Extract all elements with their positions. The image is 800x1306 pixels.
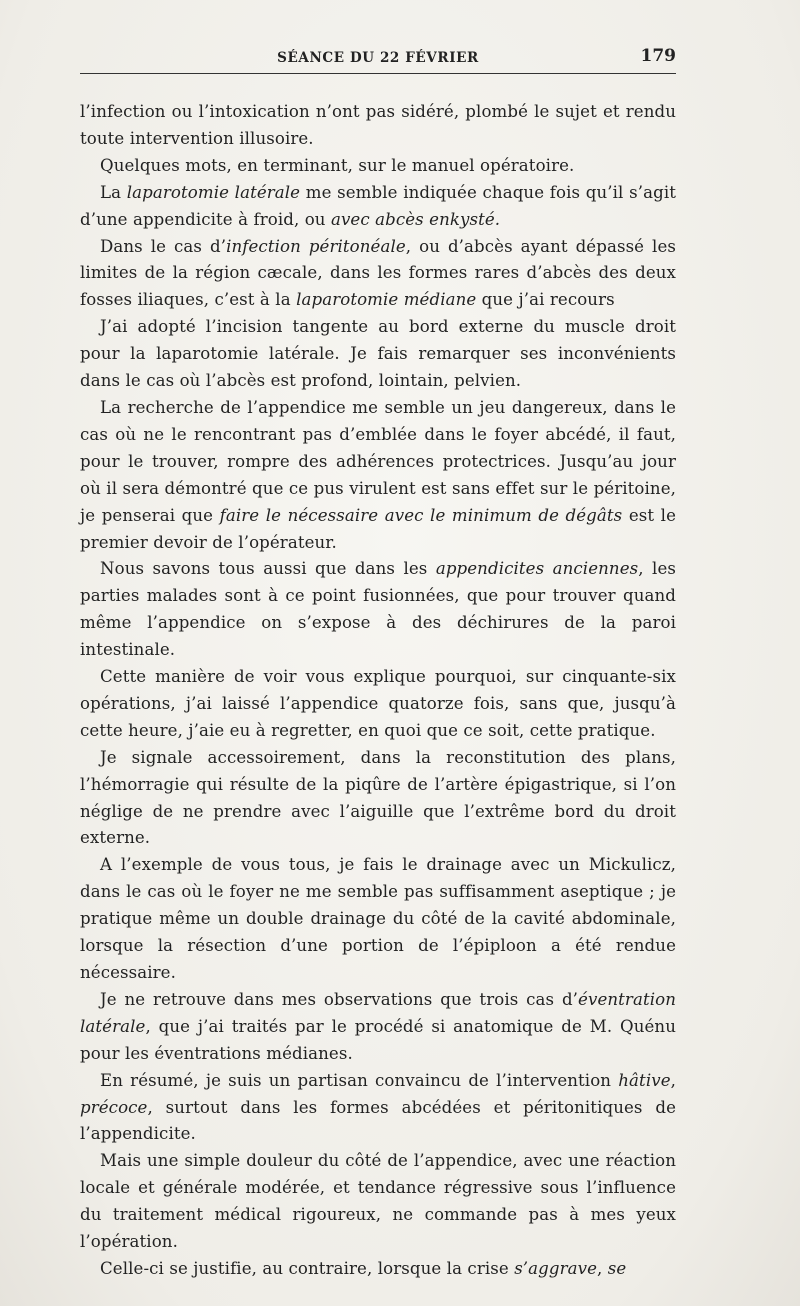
text-run: Quelques mots, en terminant, sur le manuel opératoire.	[100, 155, 575, 175]
paragraph	[80, 314, 676, 395]
paragraph	[80, 556, 676, 664]
text-run: ,	[597, 1258, 608, 1278]
text-run: Nous savons tous aussi que dans les	[100, 559, 436, 579]
italic-text: se	[607, 1258, 627, 1278]
running-header	[80, 46, 676, 72]
italic-text: laparotomie latérale	[126, 182, 301, 202]
page-number: 179	[640, 46, 676, 66]
paragraph	[80, 1256, 676, 1283]
text-run: Mais une simple douleur du côté de l’appendice, avec une réaction locale et générale modérée, et tendance régressive sous l’influence du traitement médical rigoureux, ne commande pas à mes yeux l’opération.	[80, 1151, 676, 1252]
text-run: Celle-ci se justifie, au contraire, lorsque la crise	[100, 1258, 515, 1278]
paragraph	[80, 395, 676, 556]
italic-text: précoce	[80, 1097, 148, 1117]
text-run: me semble indiquée chaque fois qu’il s’agit d’une appendicite à froid, ou	[80, 182, 676, 229]
text-run: Dans le cas d’	[100, 236, 227, 256]
body-text	[80, 99, 676, 1283]
paragraph	[80, 1068, 676, 1149]
text-run: , surtout dans les formes abcédées et péritonitiques de l’appendicite.	[80, 1097, 676, 1144]
text-run: Cette manière de voir vous explique pourquoi, sur cinquante-six opérations, j’ai laissé l’appendice quatorze fois, sans que, jusqu’à cette heure, j’aie eu à regretter, en quoi que ce soit, cette pratique.	[80, 667, 676, 740]
text-run: En résumé, je suis un partisan convaincu de l’intervention	[100, 1070, 619, 1090]
text-run: Je ne retrouve dans mes observations que trois cas d’	[100, 989, 579, 1009]
italic-text: infection péritonéale	[226, 236, 406, 256]
paragraph	[80, 99, 676, 153]
header-rule	[80, 73, 676, 74]
text-run: , les parties malades sont à ce point fusionnées, que pour trouver quand même l’appendice on s’expose à des déchirures de la paroi intestinale.	[80, 559, 676, 660]
text-run: A l’exemple de vous tous, je fais le drainage avec un Mickulicz, dans le cas où le foyer ne me semble pas suffisamment aseptique ; je pratique même un double drainage du côté de la cavité abdominale, lorsque la résection d’une portion de l’épiploon a été rendue nécessaire.	[80, 855, 676, 982]
text-run: , que j’ai traités par le procédé si anatomique de M. Quénu pour les éventrations médianes.	[80, 1016, 676, 1063]
italic-text: laparotomie médiane	[296, 290, 477, 310]
italic-text: s’aggrave	[514, 1258, 598, 1278]
text-run: est le premier devoir de l’opérateur.	[80, 505, 676, 552]
text-run: ,	[670, 1070, 676, 1090]
text-run: La	[100, 182, 127, 202]
text-run: La recherche de l’appendice me semble un jeu dangereux, dans le cas où ne le rencontrant pas d’emblée dans le foyer abcédé, il faut, pour le trouver, rompre des adhérences protectrices. Jusqu’au jour où il sera démontré que ce pus virulent est sans effet sur le péritoine, je penserai que	[80, 397, 676, 525]
text-run: J’ai adopté l’incision tangente au bord externe du muscle droit pour la laparotomie latérale. Je fais remarquer ses inconvénients dans le cas où l’abcès est profond, lointain, pelvien.	[80, 317, 676, 391]
italic-text: appendicites anciennes	[435, 559, 639, 579]
text-run: Je signale accessoirement, dans la reconstitution des plans, l’hémorragie qui résulte de la piqûre de l’artère épigastrique, si l’on néglige de ne prendre avec l’aiguille que l’extrême bord du droit externe.	[80, 747, 676, 848]
header-title: SÉANCE DU 22 FÉVRIER	[277, 50, 479, 66]
italic-text: faire le nécessaire avec le minimum de dégâts	[219, 505, 623, 525]
paragraph	[80, 664, 676, 745]
text-run: que j’ai recours	[476, 290, 615, 310]
text-run: l’infection ou l’intoxication n’ont pas sidéré, plombé le sujet et rendu toute intervention illusoire.	[80, 102, 676, 148]
paragraph	[80, 153, 676, 180]
italic-text: hâtive	[618, 1070, 671, 1090]
paragraph	[80, 1148, 676, 1256]
italic-text: avec abcès enkysté.	[330, 209, 501, 229]
text-run: , ou d’abcès ayant dépassé les limites de la région cæcale, dans les formes rares d’abcès des deux fosses iliaques, c’est à la	[80, 236, 676, 310]
paragraph	[80, 852, 676, 987]
paragraph	[80, 745, 676, 853]
paragraph	[80, 987, 676, 1068]
paragraph	[80, 180, 676, 234]
paragraph	[80, 234, 676, 315]
italic-text: éventration latérale	[80, 989, 676, 1036]
